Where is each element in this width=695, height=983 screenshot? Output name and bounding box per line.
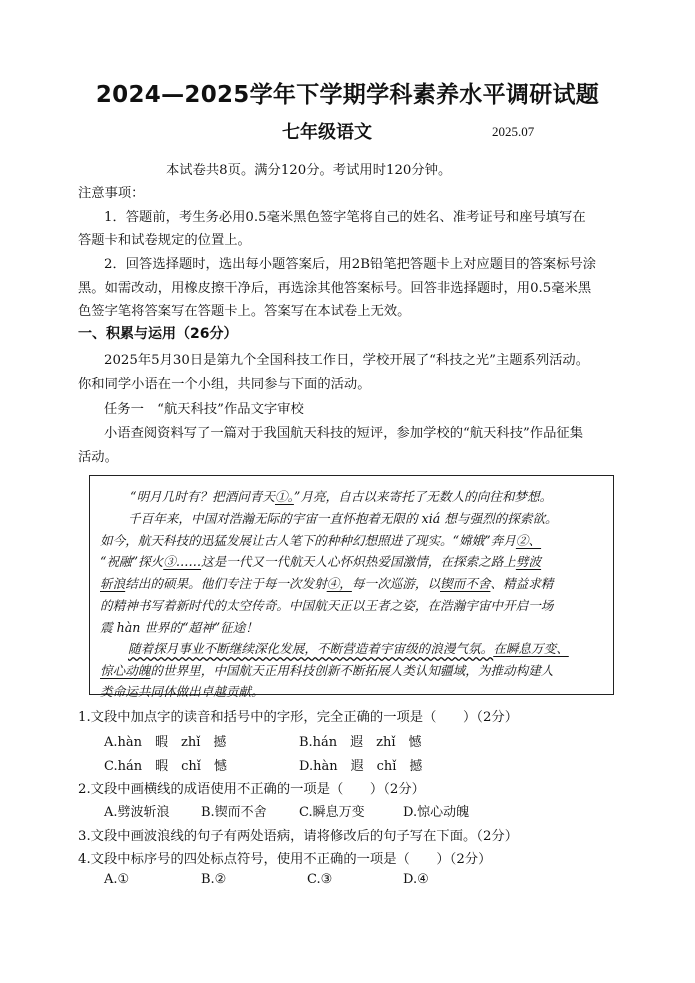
notes-heading: 注意事项： <box>78 186 145 201</box>
q2-option-c: C.瞬息万变 <box>299 805 365 820</box>
passage-line-9: 惊心动魄的世界里，中国航天正用科技创新不断拓展人类认知疆域，为推动构建人 <box>100 663 554 678</box>
question-1: 1.文段中加点字的读音和括号中的字形，完全正确的一项是（ ）（2分） <box>78 710 518 725</box>
q1-option-b: B.hán 遐 zhǐ 憾 <box>299 735 422 750</box>
q2-option-b: B.锲而不舍 <box>201 805 267 820</box>
q1-option-a: A.hàn 暇 zhǐ 撼 <box>104 735 227 750</box>
passage-line-4: “祝融”探火③……这是一代又一代航天人心怀炽热爱国激情，在探索之路上劈波 <box>100 554 542 569</box>
note-2-line-3: 色签字笔将答案写在答题卡上。答案写在本试卷上无效。 <box>78 304 411 319</box>
question-3: 3.文段中画波浪线的句子有两处语病，请将修改后的句子写在下面。（2分） <box>78 829 518 844</box>
note-2-line-1: 2．回答选择题时，选出每小题答案后，用2B铅笔把答题卡上对应题目的答案标号涂 <box>104 257 597 272</box>
question-4: 4.文段中标序号的四处标点符号，使用不正确的一项是（ ）（2分） <box>78 852 492 867</box>
question-2: 2.文段中画横线的成语使用不正确的一项是（ ）（2分） <box>78 782 425 797</box>
passage-line-5: 斩浪结出的硕果。他们专注于每一次发射④，每一次巡游，以锲而不舍、精益求精 <box>100 576 554 591</box>
task-1-desc-line-1: 小语查阅资料写了一篇对于我国航天科技的短评，参加学校的“航天科技”作品征集 <box>104 426 583 441</box>
passage-line-1: “明月几时有？把酒问青天①。”月亮，自古以来寄托了无数人的向往和梦想。 <box>130 489 553 504</box>
q4-option-a: A.① <box>104 872 130 887</box>
task-1-title: 任务一 “航天科技”作品文字审校 <box>104 402 304 417</box>
note-1-line-2: 答题卡和试卷规定的位置上。 <box>78 233 251 248</box>
q2-option-a: A.劈波斩浪 <box>104 805 170 820</box>
passage-line-8: 随着探月事业不断继续深化发展，不断营造着宇宙级的浪漫气氛。在瞬息万变、 <box>128 641 569 656</box>
q2-option-d: D.惊心动魄 <box>403 805 470 820</box>
q4-option-c: C.③ <box>307 872 333 887</box>
passage-line-2: 千百年来，中国对浩瀚无际的宇宙一直怀抱着无限的 xiá 想与强烈的探索欲。 <box>128 511 558 526</box>
exam-date: 2025.07 <box>492 124 535 139</box>
passage-line-7: 震 hàn 世界的“超神”征途！ <box>100 620 258 635</box>
q4-option-d: D.④ <box>403 872 429 887</box>
q1-option-c: C.hán 暇 chǐ 憾 <box>104 759 227 774</box>
exam-info: 本试卷共8页。满分120分。考试用时120分钟。 <box>166 163 452 178</box>
section-1-intro-line-1: 2025年5月30日是第九个全国科技工作日，学校开展了“科技之光”主题系列活动。 <box>104 353 590 368</box>
note-2-line-2: 黑。如需改动，用橡皮擦干净后，再选涂其他答案标号。回答非选择题时，用0.5毫米黑 <box>78 281 592 296</box>
exam-title: 2024—2025学年下学期学科素养水平调研试题 <box>95 82 600 108</box>
passage-line-6: 的精神书写着新时代的太空传奇。中国航天正以王者之姿，在浩瀚宇宙中开启一场 <box>100 598 554 613</box>
passage-line-3: 如今，航天科技的迅猛发展让古人笔下的种种幻想照进了现实。“嫦娥”奔月②、 <box>100 533 542 548</box>
exam-subtitle: 七年级语文 <box>282 122 372 143</box>
task-1-desc-line-2: 活动。 <box>78 450 118 465</box>
passage-line-10: 类命运共同体做出卓越贡献。 <box>100 684 264 699</box>
q4-option-b: B.② <box>201 872 227 887</box>
section-1-intro-line-2: 你和同学小语在一个小组，共同参与下面的活动。 <box>78 377 371 392</box>
section-1-heading: 一、积累与运用（26分） <box>78 326 238 342</box>
q1-option-d: D.hàn 遐 chǐ 撼 <box>299 759 423 774</box>
note-1-line-1: 1．答题前，考生务必用0.5毫米黑色签字笔将自己的姓名、准考证号和座号填写在 <box>104 210 586 225</box>
